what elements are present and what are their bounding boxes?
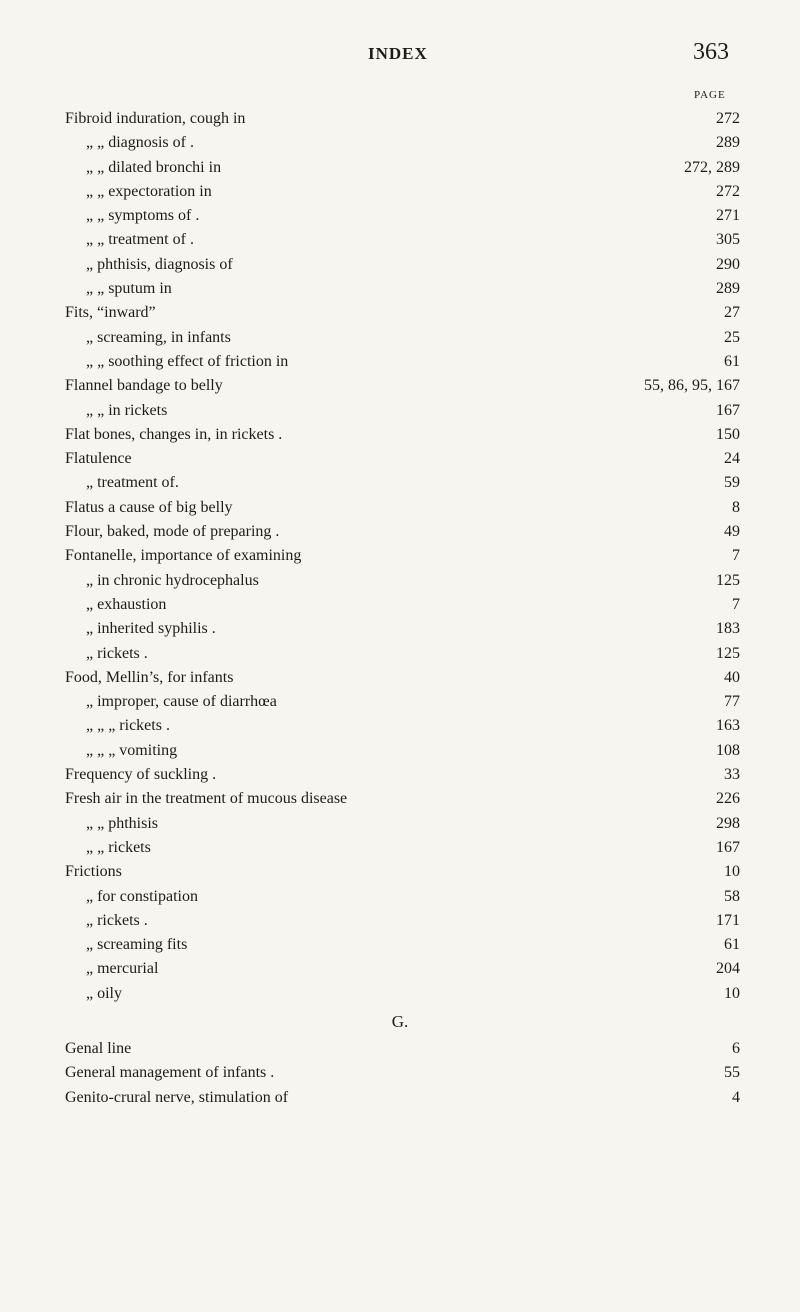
index-entry — [0, 204, 800, 228]
index-entry — [0, 544, 800, 568]
entry-text: „ exhaustion — [86, 595, 167, 613]
entry-page-number: 298 — [716, 814, 740, 832]
index-entry — [0, 253, 800, 277]
index-entry — [0, 471, 800, 495]
entry-page-number: 125 — [716, 571, 740, 589]
entry-text: Flour, baked, mode of preparing . — [65, 523, 280, 541]
entry-text: „ phthisis, diagnosis of — [86, 255, 233, 273]
entry-page-number: 204 — [716, 960, 740, 978]
index-entry — [0, 812, 800, 836]
entry-page-number: 10 — [724, 863, 740, 881]
index-entries-f — [0, 107, 800, 1006]
entry-text: „ inherited syphilis . — [86, 620, 216, 638]
entry-page-number: 33 — [724, 766, 740, 784]
index-entry — [0, 787, 800, 811]
section-letter-g: G. — [391, 1012, 409, 1031]
running-head — [0, 39, 800, 72]
entry-text: „ screaming fits — [86, 936, 188, 954]
entry-page-number: 77 — [724, 693, 740, 711]
page-title: INDEX — [368, 44, 428, 63]
entry-page-number: 183 — [716, 620, 740, 638]
index-entry — [0, 957, 800, 981]
index-entry — [0, 617, 800, 641]
entry-page-number: 49 — [724, 523, 740, 541]
index-entry — [0, 447, 800, 471]
index-entry — [0, 836, 800, 860]
entry-text: „ „ sputum in — [86, 280, 172, 298]
entry-text: „ in chronic hydrocephalus — [86, 571, 259, 589]
entry-page-number: 61 — [724, 352, 740, 370]
index-entry — [0, 1037, 800, 1061]
entry-text: „ mercurial — [86, 960, 159, 978]
index-entry — [0, 423, 800, 447]
index-entry — [0, 107, 800, 131]
entry-text: „ improper, cause of diarrhœa — [86, 693, 277, 711]
index-entry — [0, 763, 800, 787]
entry-page-number: 7 — [732, 595, 740, 613]
entry-page-number: 167 — [716, 838, 740, 856]
index-entry — [0, 301, 800, 325]
entry-text: „ „ dilated bronchi in — [86, 158, 222, 176]
entry-text: „ rickets . — [86, 911, 148, 929]
entry-page-number: 289 — [716, 134, 740, 152]
entry-text: Genal line — [65, 1040, 132, 1057]
entry-text: „ „ diagnosis of . — [86, 134, 194, 152]
entry-page-number: 61 — [724, 936, 740, 954]
entry-text: Genito-crural nerve, stimulation of — [65, 1088, 289, 1106]
entry-text: Fits, “inward” — [65, 304, 156, 322]
entry-text: Fibroid induration, cough in — [65, 110, 246, 127]
index-entry — [0, 374, 800, 398]
index-entry — [0, 714, 800, 738]
entry-page-number: 7 — [732, 547, 740, 565]
entry-page-number: 24 — [724, 450, 740, 468]
entry-text: „ treatment of. — [86, 474, 179, 492]
entry-text: „ „ in rickets — [86, 401, 168, 419]
entry-page-number: 272, 289 — [684, 158, 740, 176]
index-entry — [0, 1086, 800, 1110]
entry-text: Frictions — [65, 863, 122, 881]
entry-text: „ „ „ vomiting — [86, 741, 178, 759]
index-entry — [0, 131, 800, 155]
entry-page-number: 58 — [724, 887, 740, 905]
page-column-label: PAGE — [694, 89, 726, 101]
page-number: 363 — [693, 39, 729, 65]
entry-page-number: 59 — [724, 474, 740, 492]
entry-page-number: 40 — [724, 668, 740, 686]
index-entry — [0, 180, 800, 204]
entry-text: „ oily — [86, 984, 122, 1002]
entry-text: Fontanelle, importance of examining — [65, 547, 302, 565]
index-entry — [0, 277, 800, 301]
entry-page-number: 226 — [716, 790, 740, 808]
entry-page-number: 271 — [716, 207, 740, 225]
index-entry — [0, 326, 800, 350]
entry-page-number: 4 — [732, 1088, 740, 1106]
index-entry — [0, 569, 800, 593]
entry-page-number: 55, 86, 95, 167 — [644, 377, 740, 395]
entry-page-number: 27 — [724, 304, 740, 322]
index-entry — [0, 739, 800, 763]
entry-text: „ „ expectoration in — [86, 182, 212, 200]
index-entry — [0, 690, 800, 714]
entry-text: „ for constipation — [86, 887, 198, 905]
entry-text: „ screaming, in infants — [86, 328, 231, 346]
index-entry — [0, 666, 800, 690]
index-entry — [0, 156, 800, 180]
entry-page-number: 171 — [716, 911, 740, 929]
entry-text: Flat bones, changes in, in rickets . — [65, 425, 283, 443]
entry-page-number: 167 — [716, 401, 740, 419]
entry-text: Flatulence — [65, 450, 132, 468]
entry-text: „ „ phthisis — [86, 814, 158, 832]
index-entry — [0, 909, 800, 933]
index-entry — [0, 885, 800, 909]
entry-text: Flannel bandage to belly — [65, 377, 223, 395]
entry-page-number: 290 — [716, 255, 740, 273]
entry-page-number: 8 — [732, 498, 740, 516]
entry-page-number: 25 — [724, 328, 740, 346]
entry-page-number: 125 — [716, 644, 740, 662]
entry-text: Frequency of suckling . — [65, 766, 217, 784]
index-entry — [0, 520, 800, 544]
entry-page-number: 150 — [716, 425, 740, 443]
entry-page-number: 6 — [732, 1040, 740, 1057]
index-entry — [0, 860, 800, 884]
entry-page-number: 272 — [716, 182, 740, 200]
entry-page-number: 272 — [716, 110, 740, 127]
entry-text: „ „ treatment of . — [86, 231, 194, 249]
entry-page-number: 108 — [716, 741, 740, 759]
entry-text: „ rickets . — [86, 644, 148, 662]
entry-text: General management of infants . — [65, 1064, 275, 1082]
entry-text: „ „ soothing effect of friction in — [86, 352, 289, 370]
index-entry — [0, 593, 800, 617]
entry-text: Fresh air in the treatment of mucous disease — [65, 790, 348, 808]
entry-text: Flatus a cause of big belly — [65, 498, 233, 516]
entry-page-number: 55 — [724, 1064, 740, 1082]
index-entries-g — [0, 1037, 800, 1110]
index-entry — [0, 350, 800, 374]
index-entry — [0, 982, 800, 1006]
entry-page-number: 305 — [716, 231, 740, 249]
index-entry — [0, 399, 800, 423]
index-entry — [0, 1061, 800, 1085]
entry-text: Food, Mellin’s, for infants — [65, 668, 234, 686]
entry-text: „ „ rickets — [86, 838, 151, 856]
index-entry — [0, 933, 800, 957]
entry-page-number: 10 — [724, 984, 740, 1002]
entry-text: „ „ „ rickets . — [86, 717, 170, 735]
index-entry — [0, 496, 800, 520]
entry-page-number: 163 — [716, 717, 740, 735]
entry-page-number: 289 — [716, 280, 740, 298]
entry-text: „ „ symptoms of . — [86, 207, 200, 225]
index-entry — [0, 228, 800, 252]
index-entry — [0, 642, 800, 666]
